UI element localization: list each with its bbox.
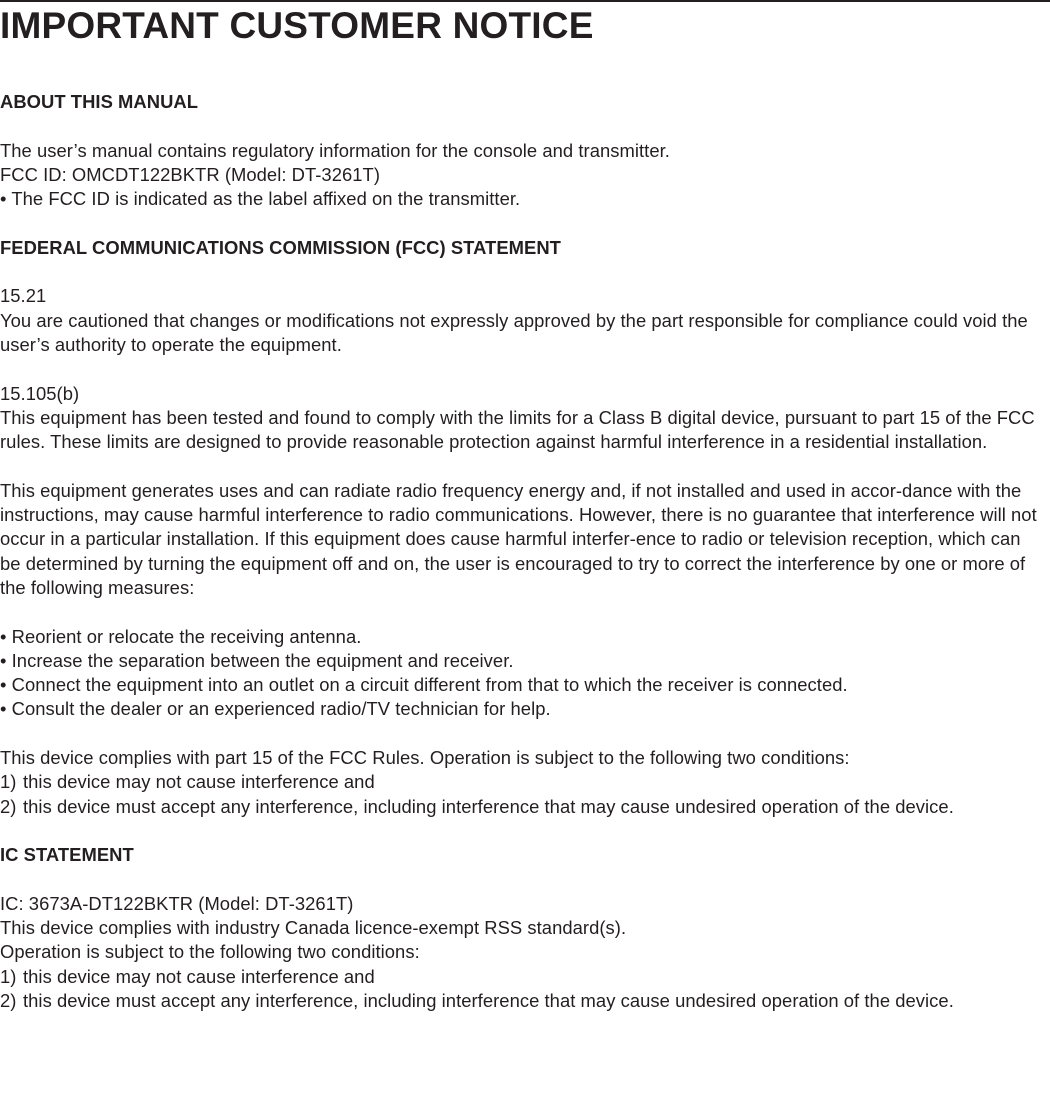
- section-15-105b-text: This equipment has been tested and found to comply with the limits for a Class B digital device, pursuant to part 15 of the FCC rules. These limits are designed to provide reasonable protection against harmful interference in a residential installation.: [0, 406, 1035, 453]
- condition-text: this device may not cause interference and: [23, 965, 375, 987]
- list-item: • Consult the dealer or an experienced radio/TV technician for help.: [0, 698, 551, 720]
- interference-paragraph: This equipment generates uses and can radiate radio frequency energy and, if not installed and used in accor-dance with the instructions, may cause harmful interference to radio communications. However, there is no guarantee that interference will not occur in a particular installation. If this equipment does cause harmful interfer-ence to radio or television reception, which can be determined by turning the equipment off and on, the user is encouraged to try to correct the interference by one or more of the following measures:: [0, 479, 1037, 598]
- about-line: FCC ID: OMCDT122BKTR (Model: DT-3261T): [0, 163, 381, 185]
- ic-condition-2: [0, 989, 1046, 1013]
- ic-heading: IC STATEMENT: [0, 844, 134, 866]
- condition-number: 1): [0, 771, 17, 793]
- condition-number: 2): [0, 989, 17, 1011]
- condition-text: this device must accept any interference, including interference that may cause undesired operation of the device.: [23, 989, 954, 1011]
- ic-line: Operation is subject to the following two conditions:: [0, 941, 420, 963]
- section-15-105b-label: 15.105(b): [0, 382, 80, 404]
- condition-number: 1): [0, 965, 17, 987]
- page-title: IMPORTANT CUSTOMER NOTICE: [0, 5, 594, 46]
- list-item: • Reorient or relocate the receiving antenna.: [0, 625, 362, 647]
- condition-text: this device may not cause interference and: [23, 771, 375, 793]
- notice-page: [0, 4, 1046, 1013]
- about-line: The user’s manual contains regulatory information for the console and transmitter.: [0, 139, 670, 161]
- ic-line: This device complies with industry Canada licence-exempt RSS standard(s).: [0, 917, 627, 939]
- fcc-condition-2: [0, 795, 1046, 819]
- ic-condition-1: [0, 965, 1046, 989]
- list-item: • Increase the separation between the equipment and receiver.: [0, 649, 514, 671]
- fcc-condition-1: [0, 770, 1046, 794]
- condition-text: this device must accept any interference, including interference that may cause undesired operation of the device.: [23, 795, 954, 817]
- list-item: • Connect the equipment into an outlet on a circuit different from that to which the receiver is connected.: [0, 674, 848, 696]
- ic-line: IC: 3673A-DT122BKTR (Model: DT-3261T): [0, 892, 354, 914]
- about-line: • The FCC ID is indicated as the label affixed on the transmitter.: [0, 188, 521, 210]
- condition-number: 2): [0, 795, 17, 817]
- fcc-compliance-intro: This device complies with part 15 of the FCC Rules. Operation is subject to the following two conditions:: [0, 747, 850, 769]
- section-15-21-label: 15.21: [0, 285, 47, 307]
- measures-list: [0, 625, 1046, 722]
- fcc-heading: FEDERAL COMMUNICATIONS COMMISSION (FCC) STATEMENT: [0, 236, 561, 258]
- section-15-21-text: You are cautioned that changes or modifications not expressly approved by the part responsible for compliance could void the user’s authority to operate the equipment.: [0, 309, 1028, 355]
- about-heading: ABOUT THIS MANUAL: [0, 91, 199, 112]
- top-rule: [0, 0, 1050, 2]
